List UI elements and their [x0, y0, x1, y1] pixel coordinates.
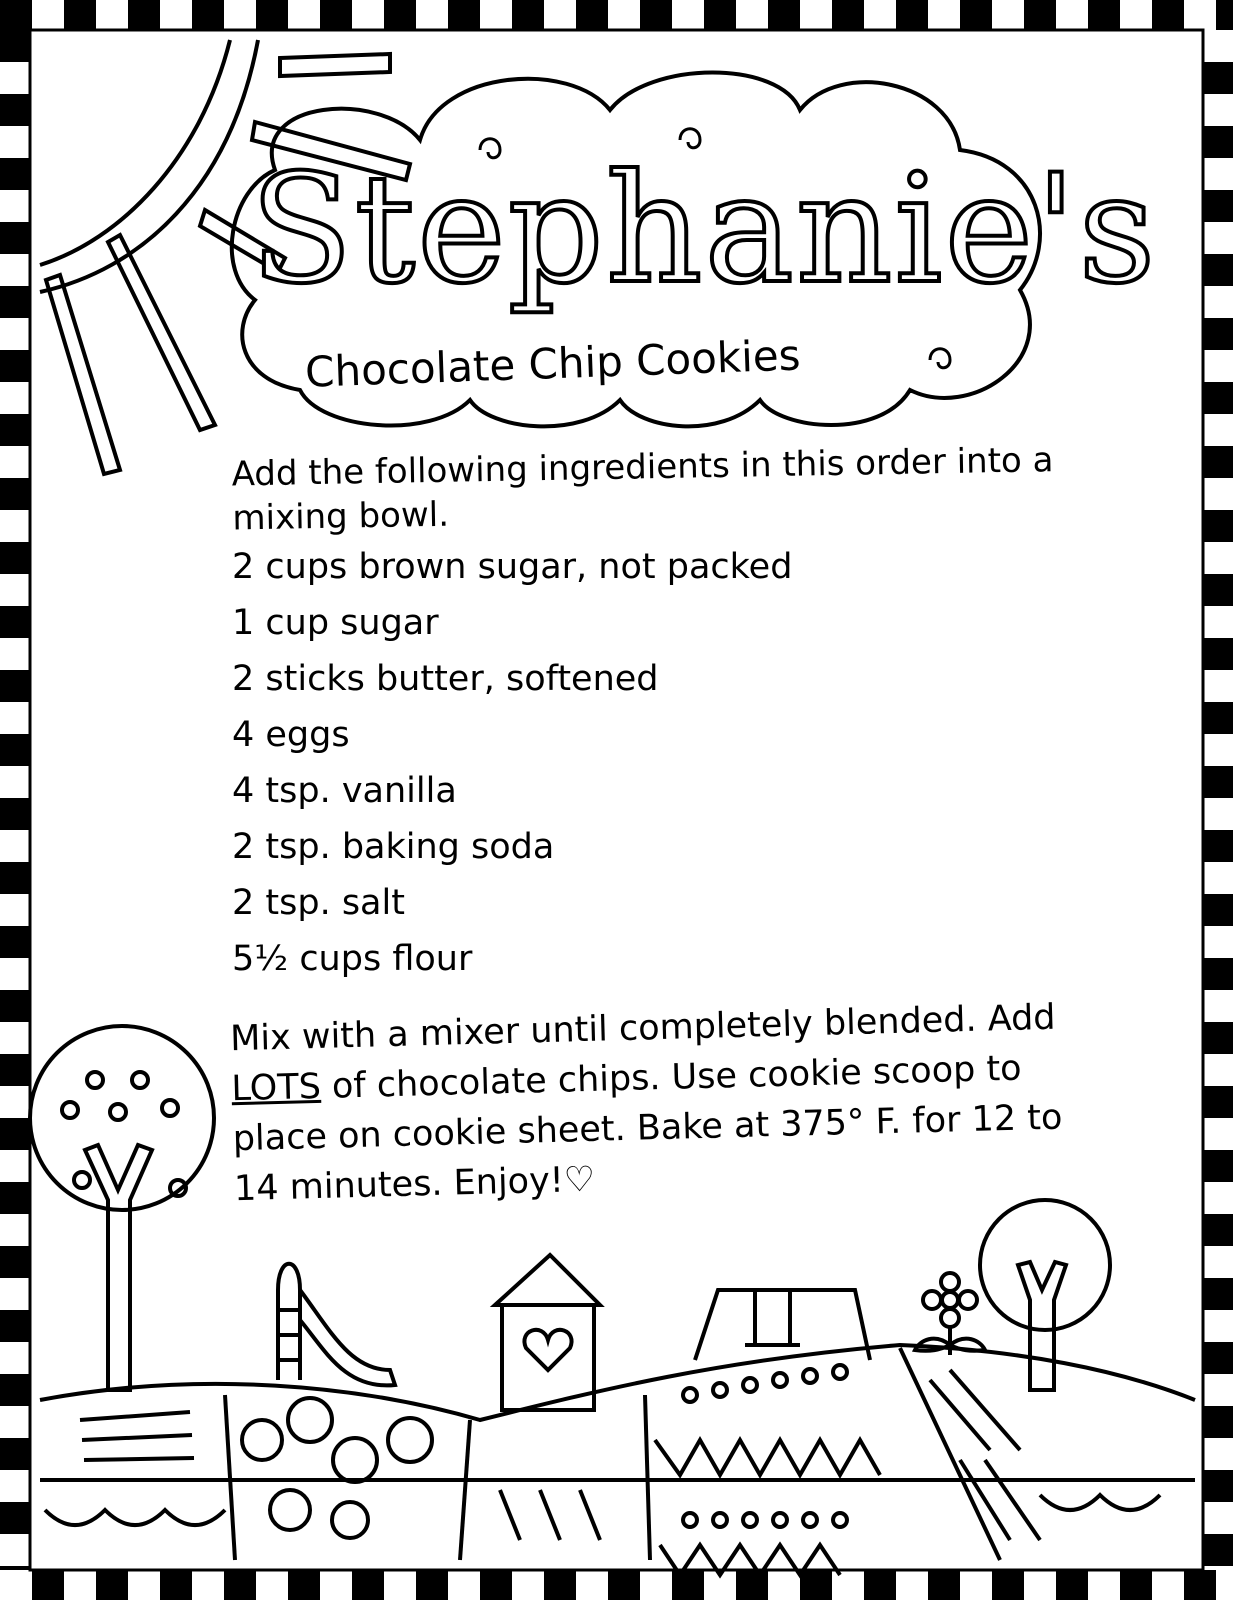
border-square — [704, 0, 736, 30]
border-square — [0, 1438, 30, 1470]
border-square — [224, 1570, 256, 1600]
border-square — [448, 0, 480, 30]
border-square — [960, 0, 992, 30]
border-square — [736, 1570, 768, 1600]
border-square — [1203, 1150, 1233, 1182]
border-square — [1203, 318, 1233, 350]
border-square — [0, 670, 30, 702]
border-square — [0, 0, 32, 30]
house-drawing — [495, 1255, 600, 1410]
border-square — [0, 926, 30, 958]
border-square — [0, 1310, 30, 1342]
border-square — [1203, 574, 1233, 606]
border-square — [832, 0, 864, 30]
border-square — [192, 0, 224, 30]
border-square — [64, 0, 96, 30]
slide-drawing — [278, 1264, 395, 1386]
border-square — [1088, 0, 1120, 30]
border-square — [928, 1570, 960, 1600]
method-emphasis: LOTS — [230, 1066, 322, 1110]
border-square — [864, 1570, 896, 1600]
border-square — [768, 0, 800, 30]
border-square — [0, 1054, 30, 1086]
border-square — [800, 1570, 832, 1600]
border-square — [352, 1570, 384, 1600]
border-square — [1152, 0, 1184, 30]
border-square — [0, 1374, 30, 1406]
ingredient-item: 4 eggs — [232, 715, 350, 755]
border-square — [1203, 1278, 1233, 1310]
border-square — [1056, 1570, 1088, 1600]
border-square — [0, 606, 30, 638]
border-square — [1203, 638, 1233, 670]
border-square — [512, 0, 544, 30]
border-square — [1184, 1570, 1216, 1600]
border-square — [32, 1570, 64, 1600]
border-square — [0, 94, 30, 126]
border-square — [0, 414, 30, 446]
border-square — [0, 1502, 30, 1534]
border-square — [416, 1570, 448, 1600]
border-square — [0, 30, 30, 62]
border-square — [1216, 0, 1233, 30]
border-square — [1203, 1470, 1233, 1502]
border-square — [576, 0, 608, 30]
border-square — [1024, 0, 1056, 30]
border-square — [1203, 126, 1233, 158]
ingredient-item: 5½ cups flour — [232, 939, 473, 979]
border-square — [288, 1570, 320, 1600]
border-square — [0, 286, 30, 318]
border-square — [1203, 62, 1233, 94]
border-square — [0, 990, 30, 1022]
recipe-subtitle: Chocolate Chip Cookies — [304, 330, 802, 397]
border-square — [1203, 894, 1233, 926]
border-square — [1203, 830, 1233, 862]
border-square — [896, 0, 928, 30]
border-square — [1203, 958, 1233, 990]
flower-drawing — [915, 1273, 985, 1355]
border-square — [128, 0, 160, 30]
border-square — [0, 222, 30, 254]
border-square — [0, 734, 30, 766]
border-square — [96, 1570, 128, 1600]
ingredient-list — [232, 539, 1092, 987]
border-square — [0, 862, 30, 894]
hills-drawing — [40, 1345, 1195, 1575]
border-square — [1203, 382, 1233, 414]
border-square — [256, 0, 288, 30]
left-tree-drawing — [30, 1026, 214, 1390]
border-square — [0, 542, 30, 574]
ingredient-item: 2 tsp. salt — [232, 883, 405, 923]
recipe-body — [229, 440, 1092, 1210]
border-square — [992, 1570, 1024, 1600]
border-square — [1203, 1022, 1233, 1054]
border-square — [1203, 766, 1233, 798]
border-square — [1203, 190, 1233, 222]
border-square — [1203, 1342, 1233, 1374]
border-square — [672, 1570, 704, 1600]
border-square — [0, 1118, 30, 1150]
border-square — [480, 1570, 512, 1600]
border-square — [1203, 1406, 1233, 1438]
border-square — [0, 350, 30, 382]
border-square — [1203, 1214, 1233, 1246]
border-square — [0, 1566, 30, 1570]
border-square — [384, 0, 416, 30]
border-square — [0, 798, 30, 830]
border-square — [1203, 702, 1233, 734]
intro-instructions: Add the following ingredients in this order into a mixing bowl. — [231, 440, 1054, 539]
method-text-end: of chocolate chips. Use cookie scoop to place on cookie sheet. Bake at 375° F. for 12 to 14 minutes. Enjoy!♡ — [232, 1048, 1063, 1210]
ingredient-item: 2 tsp. baking soda — [232, 827, 555, 867]
recipe-owner-title: Stephanie's — [250, 143, 1158, 317]
border-square — [0, 158, 30, 190]
right-tree-drawing — [980, 1200, 1110, 1390]
border-square — [160, 1570, 192, 1600]
method-text-start: Mix with a mixer until completely blended. Add — [229, 997, 1056, 1060]
border-square — [0, 478, 30, 510]
border-square — [1203, 1534, 1233, 1566]
border-square — [0, 1246, 30, 1278]
border-square — [608, 1570, 640, 1600]
border-square — [0, 1182, 30, 1214]
border-square — [1120, 1570, 1152, 1600]
border-square — [1203, 254, 1233, 286]
border-square — [640, 0, 672, 30]
ingredient-item: 2 sticks butter, softened — [232, 659, 659, 699]
border-square — [320, 0, 352, 30]
ingredient-item: 4 tsp. vanilla — [232, 771, 457, 811]
border-square — [1203, 510, 1233, 542]
border-square — [1203, 446, 1233, 478]
ingredient-item: 2 cups brown sugar, not packed — [232, 547, 793, 587]
method-instructions — [230, 992, 1095, 1214]
ingredient-item: 1 cup sugar — [232, 603, 439, 643]
border-square — [1203, 1086, 1233, 1118]
border-square — [544, 1570, 576, 1600]
